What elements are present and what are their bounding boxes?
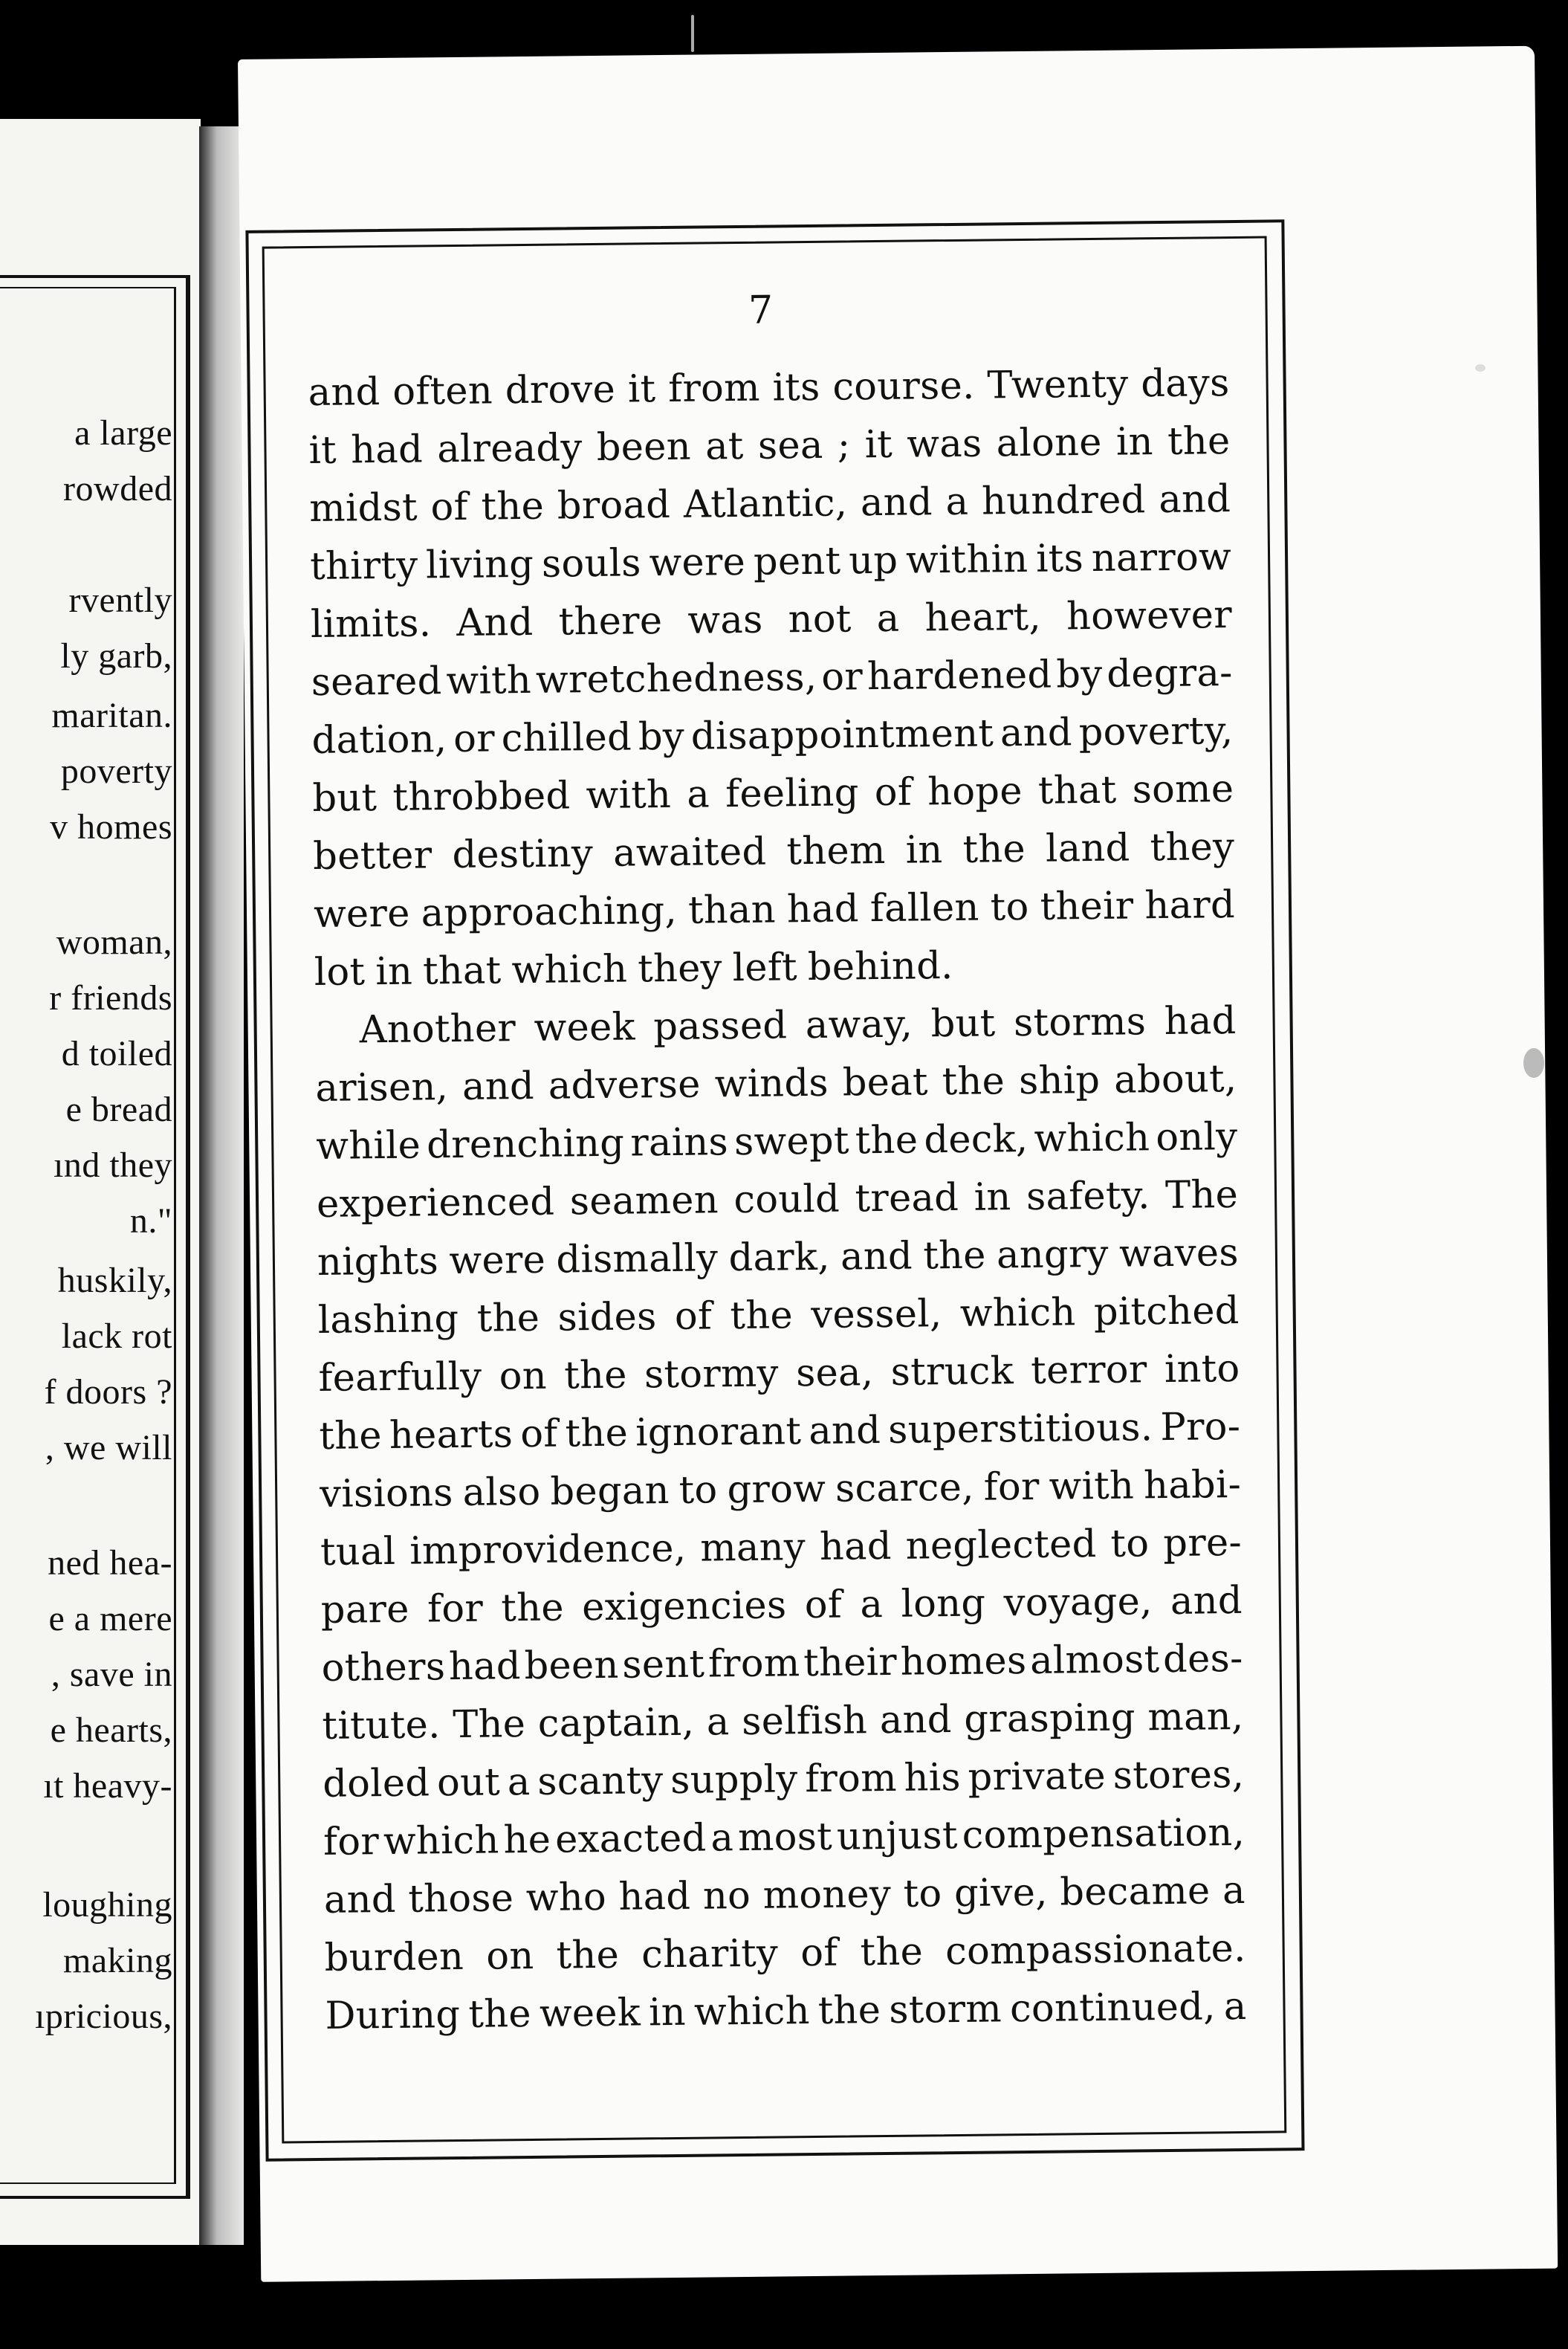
word: hearts — [389, 1412, 514, 1458]
word: And — [456, 600, 534, 645]
word: it — [864, 422, 893, 468]
word: from — [707, 1641, 800, 1687]
left-page-line: ly garb, — [60, 636, 172, 676]
word: however — [1066, 593, 1233, 639]
word: alone — [996, 420, 1103, 466]
left-page-line: woman, — [56, 923, 172, 962]
word: waves — [1118, 1230, 1240, 1276]
word: swept — [733, 1119, 850, 1165]
left-page-line: huskily, — [57, 1261, 172, 1300]
word: compassionate. — [945, 1926, 1246, 1974]
word: dismally — [556, 1236, 719, 1282]
word: scarce, — [835, 1465, 975, 1511]
left-page-line: maritan. — [51, 696, 172, 735]
word: exigencies — [581, 1583, 787, 1630]
word: broad — [557, 482, 671, 529]
word: had — [618, 1874, 691, 1919]
word: the — [563, 1353, 627, 1398]
word: his — [904, 1755, 962, 1800]
word: man, — [1147, 1694, 1244, 1740]
word: and — [808, 1409, 881, 1454]
word: on — [485, 1933, 534, 1979]
left-page-line: a large — [74, 413, 172, 453]
word: in — [973, 1175, 1011, 1220]
word: money — [762, 1872, 892, 1918]
word: and — [860, 480, 933, 526]
left-page-line: d toiled — [61, 1034, 172, 1073]
word: passed — [652, 1004, 788, 1050]
right-page — [238, 46, 1558, 2282]
left-page-line: ıt heavy- — [43, 1766, 172, 1806]
word: into — [1164, 1346, 1240, 1392]
word: tread — [855, 1175, 959, 1221]
word: habi- — [1143, 1462, 1242, 1508]
word: wretchedness, — [535, 655, 817, 702]
word: degra- — [1107, 651, 1233, 697]
word: thirty — [309, 543, 418, 589]
word: almost — [1029, 1638, 1160, 1683]
word: destiny — [452, 832, 594, 878]
word: there — [558, 599, 663, 644]
word: had — [819, 1524, 892, 1569]
word: the — [855, 1118, 919, 1163]
word: land — [1045, 826, 1130, 871]
word: them — [786, 828, 886, 874]
word: living — [425, 542, 534, 588]
word: fearfully — [318, 1354, 482, 1400]
word: hardened — [866, 653, 1052, 699]
left-page-line: , we will — [45, 1428, 172, 1467]
word: about, — [1113, 1056, 1237, 1102]
word: pare — [320, 1587, 409, 1632]
word: lot — [314, 950, 366, 995]
left-page-line: e a mere — [48, 1599, 172, 1638]
word: its — [1035, 537, 1084, 581]
word: During — [325, 1993, 461, 2038]
page-number: 7 — [748, 288, 774, 333]
word: des- — [1162, 1636, 1243, 1682]
word: they — [637, 946, 723, 992]
word: burden — [324, 1934, 464, 1980]
word: with — [1049, 1464, 1135, 1509]
word: long — [901, 1581, 986, 1626]
word: unjust — [836, 1813, 959, 1859]
word: chilled — [501, 715, 632, 761]
left-page-line: ned hea- — [48, 1543, 172, 1583]
word: the — [501, 1586, 565, 1631]
word: on — [499, 1354, 548, 1399]
word: course. — [832, 364, 975, 410]
word: those — [408, 1876, 514, 1922]
word: only — [1156, 1114, 1238, 1160]
word: week — [539, 1991, 641, 2036]
left-page-line: f doors ? — [44, 1372, 172, 1412]
word: ignorant — [635, 1409, 802, 1455]
word: terror — [1030, 1348, 1147, 1393]
left-page-line: rvently — [68, 581, 172, 620]
word: better — [312, 833, 433, 879]
word: Atlantic, — [683, 481, 848, 527]
word: voyage, — [1003, 1580, 1153, 1626]
word: many — [700, 1525, 806, 1571]
word: ; — [837, 423, 851, 468]
left-page-line: ıpricious, — [35, 1997, 172, 2036]
word: fallen — [869, 885, 979, 931]
word: Twenty — [987, 362, 1129, 408]
word: souls — [541, 541, 641, 587]
word: arisen, — [315, 1065, 449, 1111]
word: private — [968, 1754, 1107, 1800]
word: storms — [1013, 1000, 1147, 1046]
word: a — [945, 479, 969, 525]
word: struck — [890, 1349, 1014, 1395]
word: doled — [322, 1761, 430, 1806]
word: dark, — [728, 1235, 830, 1281]
word: the — [476, 1296, 540, 1341]
word: out — [436, 1760, 501, 1806]
word: no — [702, 1873, 751, 1919]
left-page-line: ınd they — [54, 1146, 172, 1185]
word: up — [848, 538, 898, 584]
scan-speck — [1523, 1048, 1544, 1078]
word: angry — [996, 1232, 1109, 1278]
word: pitched — [1093, 1288, 1240, 1335]
word: week — [534, 1005, 636, 1050]
word: the — [1167, 419, 1231, 464]
word: seamen — [569, 1178, 719, 1224]
word: for — [323, 1820, 380, 1864]
word: Another — [359, 1007, 516, 1053]
word: visions — [319, 1471, 453, 1516]
word: with — [586, 772, 672, 818]
word: in — [648, 1990, 687, 2035]
word: neglected — [905, 1522, 1097, 1568]
word: pent — [753, 539, 841, 584]
word: drove — [505, 367, 616, 413]
word: grow — [727, 1467, 826, 1513]
word: beat — [842, 1060, 929, 1105]
word: the — [565, 1411, 629, 1456]
word: narrow — [1091, 535, 1232, 581]
word: which — [693, 1989, 811, 2035]
word: give, — [953, 1870, 1049, 1916]
word: their — [803, 1640, 898, 1686]
word: storm — [889, 1987, 1002, 2032]
word: winds — [714, 1061, 829, 1107]
word: already — [436, 426, 583, 472]
word: also — [462, 1470, 541, 1515]
word: and — [323, 1877, 397, 1922]
word: were — [449, 1238, 546, 1284]
word: who — [525, 1875, 607, 1921]
word: feeling — [725, 771, 859, 817]
word: of — [804, 1583, 843, 1628]
word: of — [674, 1294, 713, 1339]
word: grasping — [963, 1696, 1136, 1742]
word: their — [1040, 884, 1134, 929]
word: vessel, — [810, 1292, 942, 1338]
word: awaited — [612, 830, 767, 876]
word: while — [316, 1123, 421, 1169]
word: which — [511, 947, 628, 993]
word: the — [468, 1992, 532, 2037]
word: were — [649, 540, 746, 586]
word: and — [1170, 1578, 1243, 1623]
word: at — [704, 424, 744, 469]
word: throbbed — [392, 774, 571, 820]
word: it — [627, 367, 656, 412]
word: and — [1000, 711, 1073, 756]
word: homes — [900, 1639, 1027, 1684]
word: heart, — [924, 595, 1042, 641]
word: titute. — [322, 1703, 441, 1748]
word: sea, — [795, 1351, 874, 1396]
word: by — [1056, 652, 1103, 697]
word: days — [1140, 361, 1230, 407]
left-page-line: lack rot — [61, 1316, 172, 1356]
word: he — [503, 1818, 551, 1863]
word: left — [732, 946, 798, 991]
word: ship — [1018, 1058, 1101, 1104]
word: a — [1222, 1868, 1246, 1913]
word: but — [312, 776, 378, 821]
word: away, — [805, 1002, 913, 1048]
left-page-line: v homes — [50, 807, 172, 847]
word: a — [710, 1816, 734, 1861]
word: and — [840, 1234, 913, 1279]
left-page-line: e hearts, — [50, 1710, 172, 1750]
word: Pro- — [1160, 1404, 1241, 1450]
word: the — [962, 827, 1026, 872]
word: for — [427, 1586, 484, 1632]
word: dation, — [311, 717, 447, 763]
word: disappointment — [690, 711, 994, 759]
word: tual — [320, 1529, 396, 1574]
word: or — [453, 717, 496, 762]
word: had — [786, 887, 860, 932]
word: hundred — [981, 478, 1146, 524]
word: captain, — [537, 1700, 695, 1746]
word: had — [350, 427, 424, 473]
word: it — [308, 428, 337, 474]
word: sea — [757, 423, 823, 468]
word: and — [461, 1064, 535, 1109]
word: a — [706, 1700, 730, 1745]
word: charity — [641, 1931, 779, 1977]
word: in — [905, 828, 943, 873]
word: a — [507, 1760, 531, 1805]
word: lashing — [317, 1296, 459, 1342]
word: of — [430, 485, 469, 530]
word: the — [319, 1414, 383, 1458]
word: the — [730, 1293, 794, 1339]
word: supply — [670, 1757, 798, 1803]
word: that — [422, 949, 502, 994]
word: had — [1164, 999, 1237, 1044]
word: to — [1110, 1522, 1150, 1566]
word: the — [556, 1933, 620, 1978]
word: which — [383, 1818, 499, 1864]
word: and — [879, 1698, 952, 1743]
word: within — [905, 537, 1028, 583]
word: scanty — [537, 1759, 664, 1804]
word: selfish — [741, 1699, 868, 1745]
word: had — [448, 1644, 522, 1690]
word: often — [392, 369, 493, 414]
word: a — [876, 596, 900, 642]
word: compensation, — [962, 1810, 1245, 1858]
word: adverse — [548, 1062, 702, 1108]
word: not — [788, 597, 852, 642]
word: a — [1223, 1984, 1247, 2029]
word: been — [524, 1643, 619, 1689]
word: which — [1034, 1116, 1150, 1161]
word: was — [687, 598, 763, 643]
word: exacted — [554, 1816, 707, 1862]
word: stores, — [1112, 1752, 1245, 1798]
word: in — [1115, 420, 1154, 465]
word: the — [922, 1233, 987, 1279]
word: sides — [557, 1295, 657, 1340]
word: continued, — [1009, 1985, 1216, 2032]
word: in — [375, 949, 413, 995]
left-page-line: e bread — [65, 1090, 172, 1129]
word: from — [667, 366, 761, 411]
word: to — [678, 1468, 718, 1513]
word: nights — [317, 1239, 439, 1285]
word: than — [687, 888, 777, 933]
word: rains — [630, 1120, 729, 1166]
word: stormy — [644, 1351, 780, 1398]
word: the — [860, 1930, 924, 1975]
word: drenching — [426, 1121, 625, 1168]
word: some — [1132, 767, 1234, 812]
word: behind. — [807, 943, 953, 990]
word: became — [1060, 1869, 1211, 1915]
word: seared — [311, 659, 442, 705]
word: been — [596, 424, 692, 470]
left-page-line: n." — [129, 1201, 172, 1241]
word: deck, — [924, 1117, 1028, 1163]
word: began — [550, 1469, 670, 1514]
word: could — [733, 1177, 840, 1223]
word: of — [800, 1930, 838, 1976]
word: the — [481, 484, 545, 529]
word: or — [820, 655, 864, 699]
word: the — [942, 1059, 1005, 1105]
left-page-line: loughing — [42, 1885, 172, 1925]
word: and — [1159, 477, 1231, 523]
word: from — [804, 1756, 898, 1802]
word: hope — [927, 769, 1023, 815]
word: experienced — [316, 1180, 555, 1227]
word: they — [1150, 825, 1235, 870]
word: and — [308, 370, 380, 416]
word: its — [772, 365, 820, 410]
word: most — [737, 1815, 833, 1861]
word: poverty, — [1078, 709, 1234, 755]
word: sent — [622, 1642, 705, 1687]
word: for — [983, 1464, 1040, 1510]
left-page-line: rowded — [63, 469, 172, 508]
word: of — [520, 1412, 558, 1457]
left-page-line: r friends — [49, 978, 172, 1018]
word: by — [638, 714, 685, 760]
word: to — [990, 885, 1029, 930]
word: the — [817, 1988, 881, 2033]
word: of — [874, 770, 913, 815]
word: a — [860, 1583, 884, 1627]
word: hard — [1144, 883, 1236, 928]
word: improvidence, — [409, 1526, 687, 1574]
left-facing-page — [0, 119, 201, 2245]
left-page-line: poverty — [60, 752, 172, 791]
word: approaching, — [421, 888, 678, 936]
word: was — [907, 421, 982, 467]
word: were — [313, 891, 410, 937]
word: limits. — [310, 601, 432, 647]
word: superstitious. — [887, 1406, 1153, 1453]
book-gutter — [199, 126, 244, 2245]
left-page-line: , save in — [51, 1655, 172, 1694]
word: The — [1164, 1172, 1239, 1218]
word: that — [1037, 768, 1117, 813]
scan-mark — [691, 15, 694, 52]
word: but — [930, 1001, 996, 1047]
word: with — [446, 658, 532, 704]
word: to — [903, 1872, 942, 1916]
word: The — [452, 1702, 526, 1748]
word: a — [687, 772, 710, 817]
scan-speck — [1475, 364, 1486, 372]
word: midst — [309, 485, 418, 531]
word: which — [959, 1290, 1076, 1336]
word: pre- — [1163, 1520, 1243, 1566]
word: others — [321, 1645, 446, 1690]
left-page-line: making — [63, 1941, 172, 1980]
word: safety. — [1026, 1174, 1150, 1219]
